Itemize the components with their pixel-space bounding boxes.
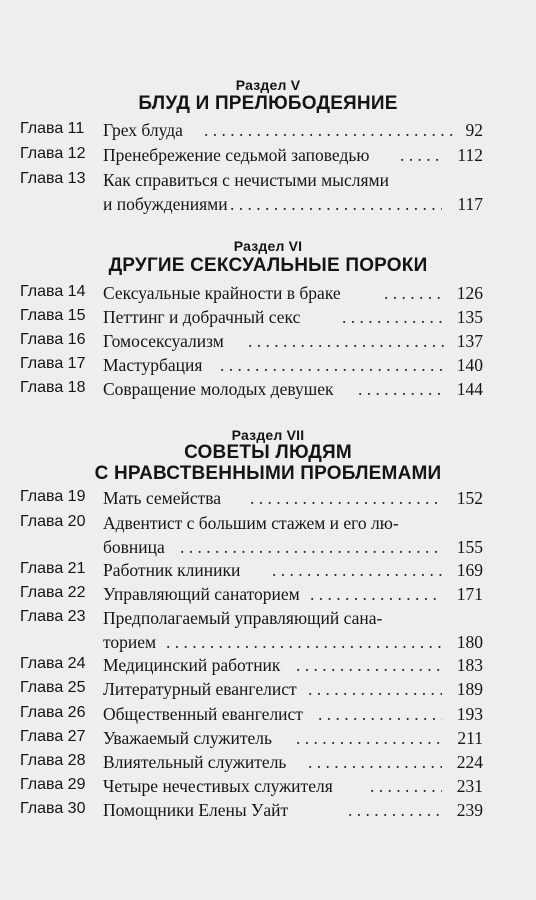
chapter-number: Глава 11: [20, 120, 85, 137]
dot-leader: [384, 283, 444, 304]
chapter-number: Глава 30: [20, 800, 86, 817]
chapter-number: Глава 27: [20, 728, 86, 745]
chapter-title: Уважаемый служитель: [103, 728, 273, 748]
page-number: 224: [456, 752, 483, 772]
dot-leader: [204, 120, 454, 141]
chapter-title: Сексуальные крайности в браке: [103, 283, 341, 303]
toc-entry: [0, 355, 536, 379]
dot-leader: [370, 776, 442, 797]
page-number: 239: [456, 800, 483, 820]
toc-entry: [0, 608, 536, 656]
page-number: 137: [456, 331, 483, 351]
chapter-title: Четыре нечестивых служителя: [103, 776, 333, 796]
chapter-title: Адвентист с большим стажем и его лю-: [103, 513, 399, 533]
chapter-title: Пренебрежение седьмой заповедью: [103, 145, 370, 165]
chapter-number: Глава 28: [20, 752, 86, 769]
section-title-line-2: С НРАВСТВЕННЫМИ ПРОБЛЕМАМИ: [94, 463, 442, 484]
dot-leader: [342, 307, 442, 328]
dot-leader: [308, 679, 442, 700]
dot-leader: [318, 704, 442, 725]
chapter-title: Грех блуда: [103, 120, 183, 140]
page-number: 126: [456, 283, 483, 303]
toc-entry: [0, 800, 536, 824]
section-title: ДРУГИЕ СЕКСУАЛЬНЫЕ ПОРОКИ: [108, 255, 428, 276]
dot-leader: [166, 632, 442, 653]
chapter-title: Влиятельный служитель: [103, 752, 287, 772]
chapter-number: Глава 13: [20, 170, 86, 187]
toc-entry: [0, 331, 536, 355]
page-number: 155: [456, 537, 483, 557]
chapter-number: Глава 15: [20, 307, 86, 324]
chapter-number: Глава 17: [20, 355, 86, 372]
section-label: Раздел VII: [231, 427, 305, 443]
dot-leader: [230, 194, 442, 215]
page-number: 152: [456, 488, 483, 508]
page-number: 140: [456, 355, 483, 375]
page-number: 92: [465, 120, 483, 140]
toc-entry: [0, 379, 536, 403]
chapter-number: Глава 29: [20, 776, 86, 793]
toc-entry: [0, 584, 536, 608]
chapter-title: Медицинский работник: [103, 655, 281, 675]
chapter-number: Глава 23: [20, 608, 86, 625]
dot-leader: [400, 145, 445, 166]
toc-entry: [0, 679, 536, 703]
toc-entry: [0, 655, 536, 679]
dot-leader: [250, 488, 442, 509]
section-label: Раздел VI: [233, 238, 303, 254]
page-number: 183: [456, 655, 483, 675]
chapter-title-continued: торием: [103, 632, 157, 652]
chapter-number: Глава 25: [20, 679, 86, 696]
toc-entry: [0, 145, 536, 169]
chapter-number: Глава 12: [20, 145, 86, 162]
chapter-title: Как справиться с нечистыми мыслями: [103, 170, 389, 190]
toc-entry: [0, 513, 536, 561]
page-number: 135: [456, 307, 483, 327]
dot-leader: [296, 728, 442, 749]
chapter-number: Глава 14: [20, 283, 86, 300]
chapter-number: Глава 18: [20, 379, 86, 396]
page-number: 171: [456, 584, 483, 604]
toc-entry: [0, 170, 536, 218]
chapter-title: Литературный евангелист: [103, 679, 297, 699]
chapter-number: Глава 24: [20, 655, 86, 672]
chapter-title: Совращение молодых девушек: [103, 379, 334, 399]
toc-entry: [0, 776, 536, 800]
dot-leader: [272, 560, 442, 581]
section-label: Раздел V: [235, 77, 301, 93]
page-number: 231: [456, 776, 483, 796]
page-number: 180: [456, 632, 483, 652]
dot-leader: [308, 752, 442, 773]
toc-entry: [0, 728, 536, 752]
chapter-title: Работник клиники: [103, 560, 241, 580]
toc-entry: [0, 704, 536, 728]
page-number: 189: [456, 679, 483, 699]
dot-leader: [348, 800, 442, 821]
chapter-title: Петтинг и добрачный секс: [103, 307, 301, 327]
chapter-title: Мастурбация: [103, 355, 203, 375]
chapter-title: Предполагаемый управляющий сана-: [103, 608, 383, 628]
chapter-title: Общественный евангелист: [103, 704, 303, 724]
chapter-number: Глава 19: [20, 488, 86, 505]
page-number: 211: [457, 728, 483, 748]
chapter-title-continued: и побуждениями: [103, 194, 228, 214]
page-number: 117: [457, 194, 483, 214]
chapter-number: Глава 26: [20, 704, 86, 721]
dot-leader: [180, 537, 442, 558]
page-number: 112: [457, 145, 483, 165]
dot-leader: [296, 655, 442, 676]
dot-leader: [310, 584, 442, 605]
chapter-title: Управляющий санаторием: [103, 584, 300, 604]
toc-entry: [0, 752, 536, 776]
section-title-line-1: СОВЕТЫ ЛЮДЯМ: [184, 442, 352, 463]
dot-leader: [248, 331, 444, 352]
chapter-title: Помощники Елены Уайт: [103, 800, 289, 820]
toc-entry: [0, 488, 536, 512]
section-title: БЛУД И ПРЕЛЮБОДЕЯНИЕ: [138, 93, 398, 114]
chapter-number: Глава 22: [20, 584, 86, 601]
toc-entry: [0, 283, 536, 307]
toc-entry: [0, 560, 536, 584]
toc-entry: [0, 120, 536, 144]
page-number: 144: [456, 379, 483, 399]
dot-leader: [358, 379, 442, 400]
toc-entry: [0, 307, 536, 331]
chapter-number: Глава 16: [20, 331, 86, 348]
chapter-number: Глава 21: [20, 560, 86, 577]
chapter-title-continued: бовница: [103, 537, 165, 557]
page-number: 169: [456, 560, 483, 580]
chapter-title: Мать семейства: [103, 488, 222, 508]
chapter-number: Глава 20: [20, 513, 86, 530]
dot-leader: [220, 355, 442, 376]
page-number: 193: [456, 704, 483, 724]
chapter-title: Гомосексуализм: [103, 331, 224, 351]
